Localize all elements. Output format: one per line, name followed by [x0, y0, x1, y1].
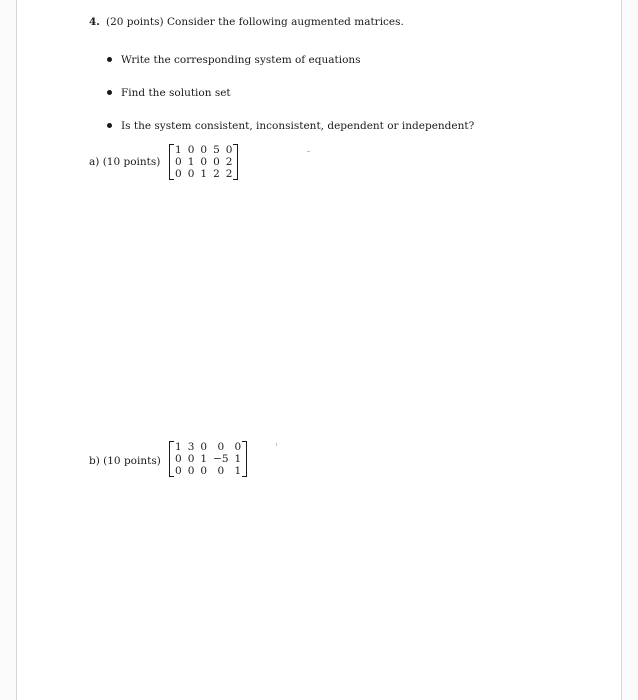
matrix-row: [172, 144, 235, 156]
bullet-dot-icon: [107, 90, 112, 95]
bullet-item-3: [107, 120, 474, 132]
problem-number: 4.: [89, 16, 100, 28]
matrix-cell: −5: [213, 453, 229, 465]
matrix-cell: 0: [200, 144, 208, 156]
matrix-cell: 2: [225, 168, 233, 180]
matrix-a-grid: [172, 144, 235, 180]
matrix-cell: 0: [175, 168, 182, 180]
document-page: [16, 0, 622, 700]
part-b-label: b) (10 points): [89, 455, 161, 467]
right-bracket: [242, 441, 247, 477]
matrix-cell: 1: [200, 168, 208, 180]
matrix-cell: 1: [234, 465, 242, 477]
matrix-cell: 0: [175, 465, 182, 477]
bullet-text: Write the corresponding system of equations: [121, 54, 361, 66]
matrix-row: [172, 453, 244, 465]
matrix-cell: 1: [175, 441, 182, 453]
bullet-item-1: [107, 54, 361, 66]
left-bracket: [169, 144, 174, 180]
matrix-cell: 0: [175, 453, 182, 465]
left-bracket: [169, 441, 174, 477]
matrix-cell: 0: [187, 465, 195, 477]
matrix-cell: 3: [187, 441, 195, 453]
matrix-cell: 1: [187, 156, 195, 168]
matrix-cell: 5: [213, 144, 220, 156]
matrix-cell: 0: [217, 465, 225, 477]
matrix-cell: 1: [234, 453, 242, 465]
matrix-row: [172, 465, 244, 477]
stray-mark: [276, 443, 277, 446]
matrix-cell: 0: [187, 453, 195, 465]
matrix-cell: 0: [225, 144, 233, 156]
matrix-row: [172, 441, 244, 453]
stray-mark: [307, 151, 310, 152]
matrix-cell: 2: [213, 168, 220, 180]
matrix-cell: 0: [187, 168, 195, 180]
matrix-cell: 0: [175, 156, 182, 168]
matrix-cell: 2: [225, 156, 233, 168]
matrix-row: [172, 168, 235, 180]
bullet-text: Is the system consistent, inconsistent, dependent or independent?: [121, 120, 475, 132]
matrix-cell: 0: [200, 441, 208, 453]
part-a-label: a) (10 points): [89, 156, 161, 168]
matrix-cell: 0: [213, 156, 220, 168]
bullet-text: Find the solution set: [121, 87, 231, 99]
problem-header: [89, 16, 404, 28]
problem-statement: (20 points) Consider the following augmented matrices.: [105, 16, 404, 28]
matrix-b-grid: [172, 441, 244, 477]
matrix-cell: 1: [200, 453, 208, 465]
matrix-cell: 0: [217, 441, 225, 453]
right-bracket: [233, 144, 238, 180]
bullet-dot-icon: [107, 57, 112, 62]
matrix-cell: 0: [200, 156, 208, 168]
matrix-a: [172, 144, 235, 180]
matrix-cell: 1: [175, 144, 182, 156]
bullet-item-2: [107, 87, 231, 99]
bullet-dot-icon: [107, 123, 112, 128]
matrix-cell: 0: [200, 465, 208, 477]
matrix-cell: 0: [187, 144, 195, 156]
matrix-cell: 0: [234, 441, 242, 453]
matrix-row: [172, 156, 235, 168]
matrix-b: [172, 441, 244, 477]
